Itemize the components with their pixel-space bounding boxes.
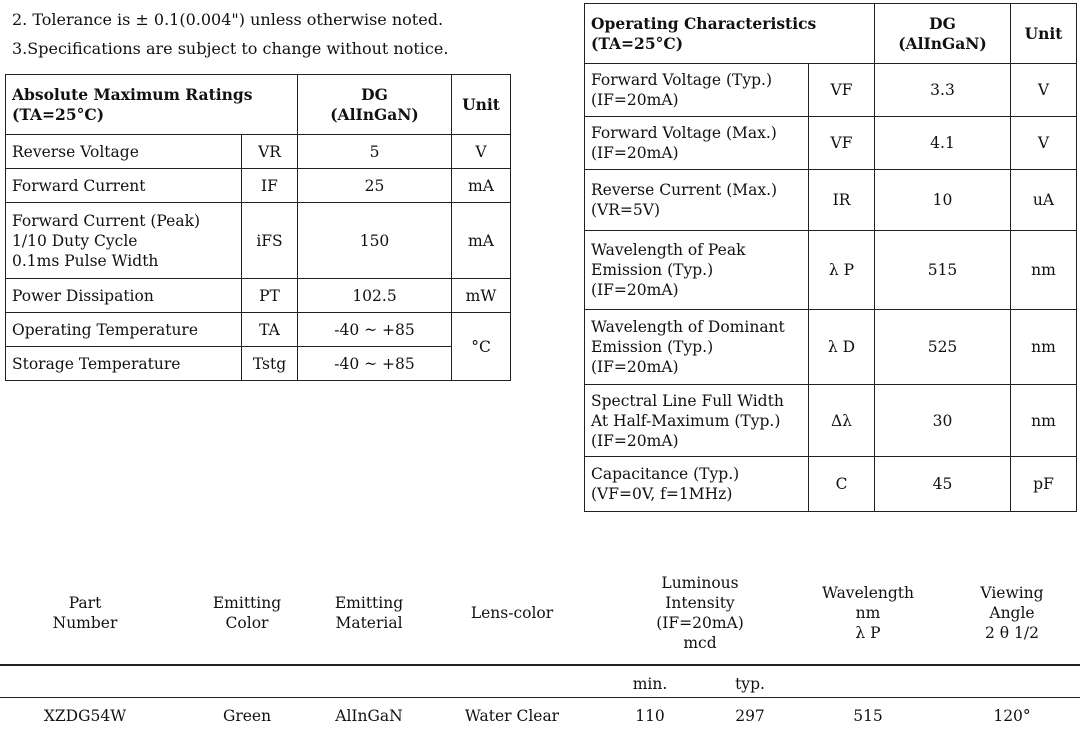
- param-cell: Capacitance (Typ.) (VF=0V, f=1MHz): [585, 457, 809, 512]
- symbol-cell: Δλ: [809, 385, 875, 457]
- param-cell: Forward Voltage (Max.) (IF=20mA): [585, 117, 809, 170]
- symbol-cell: TA: [242, 313, 298, 347]
- abs-header-title: [6, 75, 298, 135]
- unit-cell: mA: [452, 169, 511, 203]
- subheader-divider: [0, 697, 1080, 698]
- op-header-unit: Unit: [1011, 4, 1077, 64]
- abs-condition: (TA=25°C): [12, 104, 105, 124]
- header-wavelength: Wavelength nm λ P: [821, 584, 914, 642]
- table-row: [6, 135, 511, 169]
- op-title: Operating Characteristics: [591, 13, 817, 33]
- cell-viewing-angle: 120°: [993, 707, 1031, 725]
- unit-cell: mW: [452, 279, 511, 313]
- param-cell: Storage Temperature: [6, 347, 242, 381]
- symbol-cell: C: [809, 457, 875, 512]
- absolute-maximum-ratings-table: [5, 74, 511, 381]
- header-lens-color: Lens-color: [470, 604, 554, 622]
- value-cell: 4.1: [875, 117, 1011, 170]
- min-label: min.: [632, 675, 668, 693]
- param-cell: Wavelength of Dominant Emission (Typ.) (IF=20mA): [585, 310, 809, 385]
- op-header-dg: [875, 4, 1011, 64]
- value-cell: 150: [298, 203, 452, 279]
- unit-cell: nm: [1011, 231, 1077, 310]
- table-row: [6, 347, 511, 381]
- cell-emitting-color: Green: [222, 707, 272, 725]
- abs-dg-label: DG: [361, 84, 388, 104]
- symbol-cell: VR: [242, 135, 298, 169]
- table-row: [585, 457, 1077, 512]
- unit-cell: uA: [1011, 170, 1077, 231]
- cell-lens-color: Water Clear: [464, 707, 560, 725]
- value-cell: 525: [875, 310, 1011, 385]
- value-cell: 45: [875, 457, 1011, 512]
- param-cell: Forward Current (Peak) 1/10 Duty Cycle 0.1ms Pulse Width: [6, 203, 242, 279]
- table-row: [585, 310, 1077, 385]
- table-row: [6, 313, 511, 347]
- cell-min: 110: [635, 707, 665, 725]
- unit-cell: nm: [1011, 310, 1077, 385]
- abs-header-unit: Unit: [452, 75, 511, 135]
- header-viewing-angle: Viewing Angle 2 θ 1/2: [980, 584, 1044, 642]
- unit-cell: nm: [1011, 385, 1077, 457]
- header-divider: [0, 664, 1080, 666]
- value-cell: 102.5: [298, 279, 452, 313]
- header-luminous-intensity: Luminous Intensity (IF=20mA) mcd: [656, 574, 744, 652]
- unit-cell: V: [452, 135, 511, 169]
- unit-cell: V: [1011, 64, 1077, 117]
- symbol-cell: IF: [242, 169, 298, 203]
- value-cell: 3.3: [875, 64, 1011, 117]
- table-row: [585, 117, 1077, 170]
- symbol-cell: VF: [809, 117, 875, 170]
- table-row: [585, 385, 1077, 457]
- table-row: [585, 64, 1077, 117]
- symbol-cell: Tstg: [242, 347, 298, 381]
- operating-characteristics-table: [584, 3, 1077, 512]
- cell-emitting-material: AlInGaN: [335, 707, 403, 725]
- value-cell: 10: [875, 170, 1011, 231]
- unit-cell: pF: [1011, 457, 1077, 512]
- symbol-cell: PT: [242, 279, 298, 313]
- table-row: [585, 231, 1077, 310]
- symbol-cell: λ D: [809, 310, 875, 385]
- unit-cell: mA: [452, 203, 511, 279]
- value-cell: -40 ~ +85: [298, 347, 452, 381]
- value-cell: 515: [875, 231, 1011, 310]
- param-cell: Reverse Voltage: [6, 135, 242, 169]
- table-row: [6, 279, 511, 313]
- symbol-cell: iFS: [242, 203, 298, 279]
- value-cell: 25: [298, 169, 452, 203]
- symbol-cell: VF: [809, 64, 875, 117]
- cell-wavelength: 515: [853, 707, 883, 725]
- op-condition: (TA=25°C): [591, 33, 684, 53]
- cell-typ: 297: [735, 707, 765, 725]
- unit-cell: °C: [452, 313, 511, 381]
- abs-material: (AlInGaN): [330, 104, 419, 124]
- typ-label: typ.: [735, 675, 765, 693]
- cell-part-number: XZDG54W: [43, 707, 127, 725]
- tolerance-note: 2. Tolerance is ± 0.1(0.004") unless otherwise noted.: [12, 10, 444, 29]
- table-row: [6, 203, 511, 279]
- header-emitting-color: Emitting Color: [212, 594, 282, 632]
- param-cell: Wavelength of Peak Emission (Typ.) (IF=20mA): [585, 231, 809, 310]
- param-cell: Spectral Line Full Width At Half-Maximum (Typ.) (IF=20mA): [585, 385, 809, 457]
- param-cell: Operating Temperature: [6, 313, 242, 347]
- op-dg-label: DG: [929, 13, 956, 33]
- abs-title: Absolute Maximum Ratings: [12, 84, 253, 104]
- value-cell: -40 ~ +85: [298, 313, 452, 347]
- op-material: (AlInGaN): [898, 33, 987, 53]
- symbol-cell: IR: [809, 170, 875, 231]
- table-row: [585, 170, 1077, 231]
- spec-change-note: 3.Specifications are subject to change without notice.: [12, 39, 449, 58]
- symbol-cell: λ P: [809, 231, 875, 310]
- param-cell: Power Dissipation: [6, 279, 242, 313]
- abs-header-dg: [298, 75, 452, 135]
- header-emitting-material: Emitting Material: [334, 594, 404, 632]
- unit-cell: V: [1011, 117, 1077, 170]
- op-header-title: [585, 4, 875, 64]
- param-cell: Reverse Current (Max.) (VR=5V): [585, 170, 809, 231]
- table-row: [6, 169, 511, 203]
- param-cell: Forward Current: [6, 169, 242, 203]
- header-part-number: Part Number: [52, 594, 118, 632]
- param-cell: Forward Voltage (Typ.) (IF=20mA): [585, 64, 809, 117]
- value-cell: 5: [298, 135, 452, 169]
- value-cell: 30: [875, 385, 1011, 457]
